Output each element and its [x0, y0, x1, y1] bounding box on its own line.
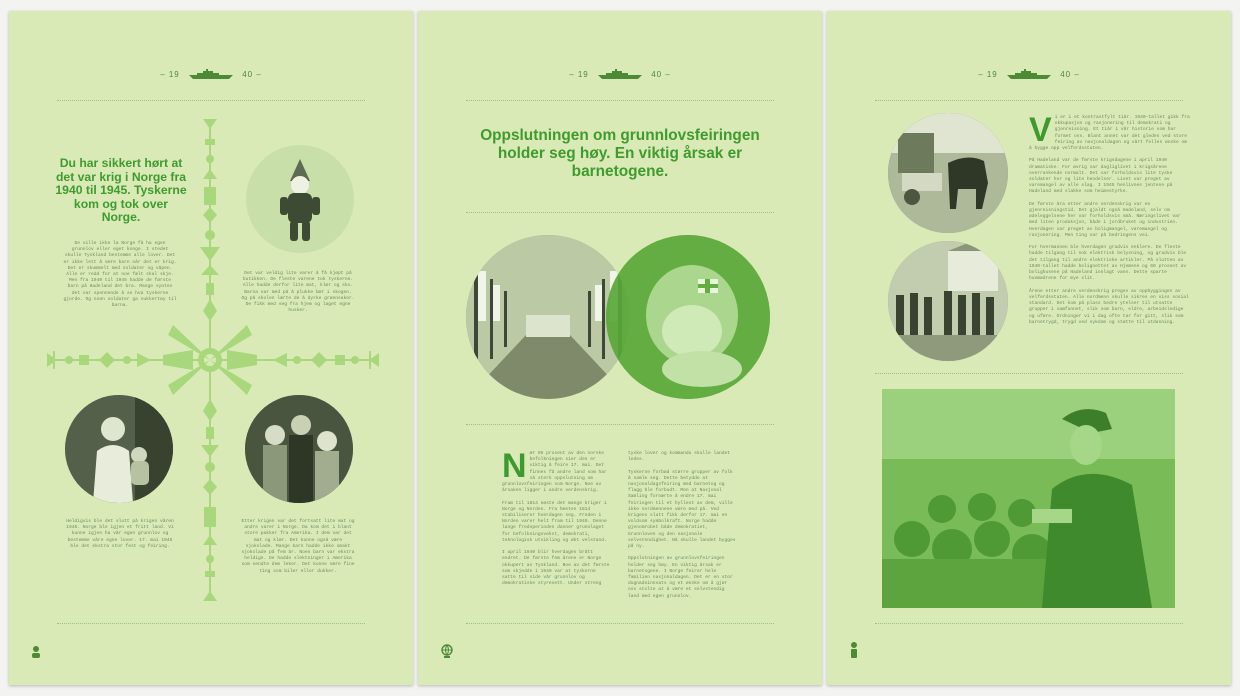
soldier-speaking-photo [882, 389, 1175, 608]
paragraph: Heldigvis ble det slutt på krigen våren 1945. Norge ble igjen et fritt land. Vi kunne igjen ha vår egen grunnlov og bestemme våre egne lover. 17. mai 1945 ble det ekstra stor fest og feiring. [66, 519, 174, 549]
paragraph: i er i et kontrastfylt tiår. 1940-tallet gikk fra okkupasjon og rasjonering til demokrati og gjenreisning. Et tiår i vår historie som har formet oss. Blant annet var det gleden ved store feiring av nasjonaldagen og vårt felles ønske om å bygge opp velferdsstaten. [1029, 115, 1190, 152]
article-column-2 [628, 451, 738, 600]
paragraph: Fram til 1814 nøste det mange kriger i Norge og Norden. Fra hæsten 1814 stabiliserer hverdagen seg. Freden i Norden varer helt fram til 1940. Denne lange fredsperioden danner grunnlaget for befolkningsvekst, demokrati, teknologisk utvikling og økt velstand. [502, 500, 607, 543]
knitted-doll-photo [246, 145, 354, 253]
paragraph: ær 95 prosent av den norske befolkningen sier den er viktig å feire 17. mai. Det finnes få andre land som har så sterk oppslutning om grunnlovsfeiringen som Norge. Noe av årsaken ligger i andre verdenskrig. [502, 451, 607, 494]
paragraph: tyske lover og kommandu skulle landet ledes. [628, 451, 730, 463]
page-headline: Du har sikkert hørt at det var krig i Norge fra 1940 til 1945. Tyskerne kom og tok over Norge. [55, 156, 187, 225]
paragraph: For hvermannen ble hverdagen gradvis enklere. De fleste hadde tilgang til nok elektrisk belysning, og gradvis ble det tilgang til andre elektriske artikler. På slutten av 1940-tallet hadde bolignettet av Hjemene og 60 prosent av bolighusene på Hadeland innlagt vann. Dette sparte husmødrene for mye slit. [1029, 245, 1187, 282]
divider [466, 424, 774, 425]
horse-and-cart-photo [888, 113, 1008, 233]
divider [466, 212, 774, 213]
paragraph: På Hadeland var de første krigsdagene i april 1940 dramatiske. For øvrig var dagliglivet i krigsårene overraskende normalt. Det var forholdsvis lite tyske soldater her og lite hendelser. Livet var preget av varemangel av alle slag. I 1945 henlivnes jentene på Hadeland med slakke som heimestyrke. [1029, 158, 1173, 195]
paragraph: Oppslutningen av grunnlovsfeiringen holder seg høy. En viktig årsak er barnetogene. I Norge feirer hele familien nasjonaldagen. Det er en stor dugnadsinnsats og et ønske om å gjør oss stolte at å være et selvstendig land med egen grunnlov. [628, 556, 733, 599]
paragraph: Etter krigen var det fortsatt lite mat og andre varer i Norge. Da kom det i blant store pakker fra Amerika. I dem var det mat og klær. Det kunne også være sjokolade. Mange barn hadde ikke smakt sjokolade på fem år. Noen barn var ekstra heldige. De hadde slektninger i Amerika som sendte dem leker. Det kunne være fine ting som biler eller dukker. [241, 519, 355, 574]
page-3 [827, 11, 1231, 685]
drop-cap: N [502, 447, 527, 485]
header-year-left: – 19 [160, 70, 180, 80]
page-header [9, 69, 413, 81]
person-standing-icon [849, 642, 859, 663]
divider [57, 623, 365, 624]
page-headline: Oppslutningen om grunnlovsfeiringen holder seg høy. En viktig årsak er barnetogene. [480, 127, 760, 180]
soldiers-marching-photo [888, 241, 1008, 361]
paragraph: De ville ikke la Norge få ha egen grunnlov eller eget konge. I stedet skulle Tyskland bestemme alle lover. Det er ikke lett å være barn når det er krig. Det er skummelt med soldater og våpen. Alle er redd for at noe fælt skal skje. Men fra 1940 til 1945 hadde de første barn på Hadeland det bra. Mange syntes det var spennende å se hva tyskerne gjorde. Og noen soldater ga sukkertøy til barna. [63, 241, 177, 309]
header-year-right: 40 – [1060, 70, 1080, 80]
paragraph: Tyskerne forbød større grupper av folk å samle seg. Dette betydde at nasjonaldagsfeiring med barnetog og flagg ble forbudt. Men at Nasjonal Samling fornærte å endre 17. mai feiringen til et hyllest av dem, ville ikke nordmennene være med på. Ved krigens slutt fikk derfor 17. mai en voldsom symbolkraft. Norge hadde gjenomrobet både demokratiet, Grunnloven og den nasjonale selvstendighet. Nå skulle landet bygges på ny. [628, 469, 736, 550]
page-header [418, 69, 822, 81]
globe-icon [440, 644, 454, 663]
article-column-1 [502, 447, 612, 587]
header-year-right: 40 – [242, 70, 262, 80]
paragraph: Årene etter andre verdenskrig preges av oppbyggingen av velferdsstaten. Alle nordmenn skulle sikres en viss sosial standard. Det kom på plass bedre ytelser til utsatte grupper i samfunnet, slik som barn, eldre, arbeidsledige og uføre. Ordninger vi i dag ofte tar for gitt, slik som barnetrygd, trygd ved sykdom og støtte til utdanning. [1029, 288, 1189, 325]
header-year-left: – 19 [569, 70, 589, 80]
paragraph: I april 1940 blir hverdagen brått endret. De første fem årene er Norge okkupert av Tyskland. Noe av det første som skjedde i 1940 var at tyskerne satte til side vår grunnlov og demokratiske styresett. Under streng [502, 550, 610, 587]
baby-with-flag-photo [606, 235, 770, 399]
drop-cap: V [1029, 111, 1052, 149]
battleship-icon [598, 69, 642, 81]
article-text [1029, 111, 1191, 326]
divider [875, 100, 1183, 101]
children-group-photo [245, 395, 353, 503]
page-header [827, 69, 1231, 81]
person-icon [31, 645, 41, 663]
page-1 [9, 11, 413, 685]
page-2 [418, 11, 822, 685]
divider [875, 623, 1183, 624]
divider [466, 623, 774, 624]
girl-with-doll-photo [65, 395, 173, 503]
header-year-right: 40 – [651, 70, 671, 80]
divider [57, 100, 365, 101]
battleship-icon [189, 69, 233, 81]
header-year-left: – 19 [978, 70, 998, 80]
divider [466, 100, 774, 101]
paragraph: De første åra etter andre verdenskrig var en gjenreisningstid. Det gjaldt også Hadeland, selv om ødeleggelsene her var forholdsvis små. Næringslivet var med liten produksjon, både i jordbruket og industrien. Hverdagen var preget av boligmangel, varemangel og rasjonering. Men ting var på bedringens vei. [1029, 201, 1181, 238]
battleship-icon [1007, 69, 1051, 81]
paragraph: Det var veldig lite varer å få kjøpt på butikken. De fleste varene tok tyskerne. Alle hadde derfor lite mat, klær og sko. Barna var med på å plukke bær i skogen. Og på skolen lærte de å dyrke grønnsaker. De fikk med seg fra hjem og laget egne husker. [241, 271, 355, 314]
divider [875, 373, 1183, 374]
